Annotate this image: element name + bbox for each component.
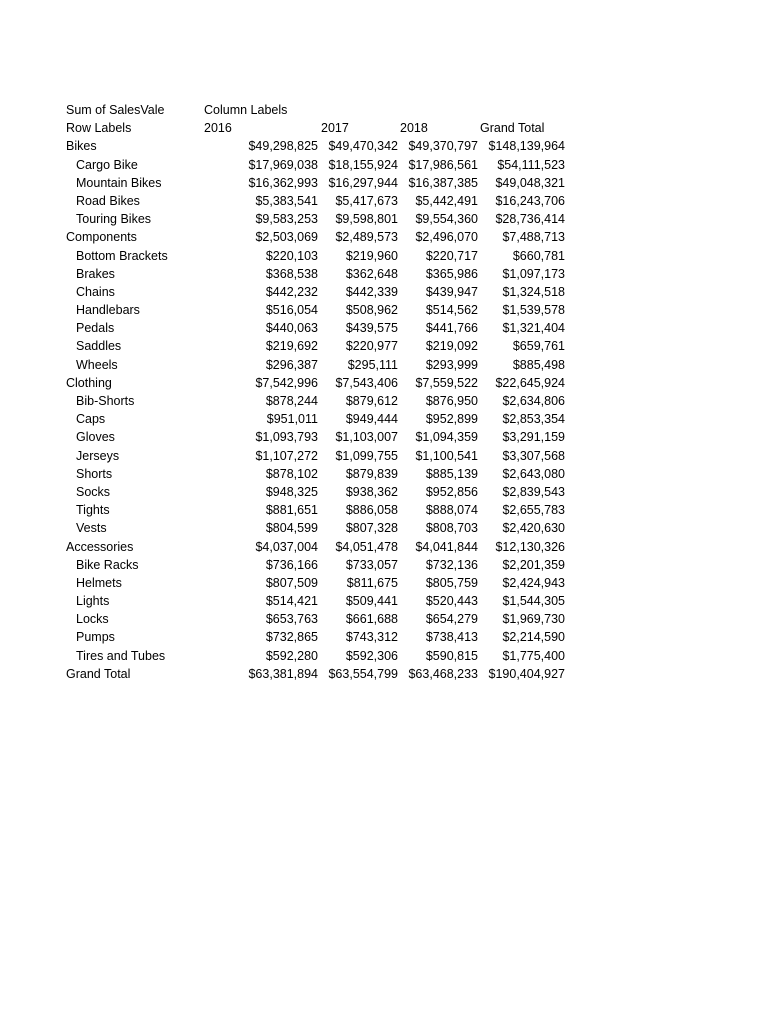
value-2018[interactable]: $49,370,797 bbox=[408, 139, 478, 154]
subcategory-row bbox=[66, 247, 566, 265]
subcategory-label[interactable]: Cargo Bike bbox=[76, 157, 138, 172]
value-2016[interactable]: $4,037,004 bbox=[255, 539, 318, 554]
value-2018[interactable]: $1,100,541 bbox=[415, 448, 478, 463]
subcategory-row bbox=[66, 265, 566, 283]
grand-total-2018[interactable]: $63,468,233 bbox=[408, 666, 478, 681]
subcategory-label[interactable]: Tires and Tubes bbox=[76, 648, 166, 663]
subcategory-row bbox=[66, 301, 566, 319]
value-2017[interactable]: $1,103,007 bbox=[335, 430, 398, 445]
value-2016[interactable]: $736,166 bbox=[265, 557, 318, 572]
value-2017[interactable]: $886,058 bbox=[345, 503, 398, 518]
value-2016[interactable]: $2,503,069 bbox=[255, 230, 318, 245]
value-2018[interactable]: $805,759 bbox=[425, 575, 478, 590]
value-2016[interactable]: $948,325 bbox=[265, 484, 318, 499]
value-2017[interactable]: $592,306 bbox=[345, 648, 398, 663]
value-2016[interactable]: $878,102 bbox=[265, 466, 318, 481]
value-2018[interactable]: $654,279 bbox=[425, 612, 478, 627]
value-2018[interactable]: $439,947 bbox=[425, 284, 478, 299]
value-2017[interactable]: $295,111 bbox=[347, 357, 398, 372]
value-grand-total[interactable]: $660,781 bbox=[512, 248, 565, 263]
subcategory-row bbox=[66, 483, 566, 501]
pivot-table bbox=[66, 101, 566, 683]
value-grand-total[interactable]: $2,655,783 bbox=[502, 503, 565, 518]
subcategory-row bbox=[66, 428, 566, 446]
value-2017[interactable]: $362,648 bbox=[345, 266, 398, 281]
value-2017[interactable]: $7,543,406 bbox=[335, 375, 398, 390]
value-2017[interactable]: $938,362 bbox=[345, 484, 398, 499]
value-2017[interactable]: $879,612 bbox=[345, 394, 398, 408]
subcategory-label[interactable]: Road Bikes bbox=[76, 193, 140, 208]
value-grand-total[interactable]: $2,201,359 bbox=[502, 557, 565, 572]
subcategory-label[interactable]: Saddles bbox=[76, 339, 122, 354]
value-2017[interactable]: $2,489,573 bbox=[335, 230, 398, 245]
value-grand-total[interactable]: $49,048,321 bbox=[495, 175, 565, 190]
subcategory-label[interactable]: Brakes bbox=[76, 266, 115, 281]
subcategory-row bbox=[66, 501, 566, 519]
subcategory-label[interactable]: Pumps bbox=[76, 630, 115, 645]
value-grand-total[interactable]: $1,324,518 bbox=[502, 284, 565, 299]
value-2016[interactable]: $1,093,793 bbox=[255, 430, 318, 445]
value-2017[interactable]: $811,675 bbox=[346, 575, 398, 590]
value-2017[interactable]: $509,441 bbox=[345, 594, 398, 609]
value-2018[interactable]: $2,496,070 bbox=[415, 230, 478, 245]
subcategory-row bbox=[66, 647, 566, 665]
value-2017[interactable]: $743,312 bbox=[345, 630, 398, 645]
value-2018[interactable]: $17,986,561 bbox=[408, 157, 478, 172]
value-2016[interactable]: $16,362,993 bbox=[248, 175, 318, 190]
value-2016[interactable]: $5,383,541 bbox=[255, 193, 318, 208]
value-2017[interactable]: $879,839 bbox=[345, 466, 398, 481]
subcategory-row bbox=[66, 392, 566, 410]
subcategory-label[interactable]: Tights bbox=[76, 503, 110, 518]
value-2018[interactable]: $9,554,360 bbox=[415, 212, 478, 227]
value-2018[interactable]: $441,766 bbox=[425, 321, 478, 336]
value-2018[interactable]: $738,413 bbox=[425, 630, 478, 645]
value-2016[interactable]: $807,509 bbox=[265, 575, 318, 590]
value-2017[interactable]: $661,688 bbox=[345, 612, 398, 627]
value-grand-total[interactable]: $659,761 bbox=[512, 339, 565, 354]
subcategory-label[interactable]: Bottom Brackets bbox=[76, 248, 168, 263]
row-labels-header[interactable]: Row Labels bbox=[66, 121, 132, 136]
value-grand-total[interactable]: $1,539,578 bbox=[502, 303, 565, 318]
subcategory-label[interactable]: Helmets bbox=[76, 575, 122, 590]
category-label[interactable]: Components bbox=[66, 230, 137, 245]
pivot-body bbox=[66, 137, 566, 664]
value-grand-total[interactable]: $28,736,414 bbox=[495, 212, 565, 227]
pivot-header-row-2 bbox=[66, 119, 566, 137]
subcategory-row bbox=[66, 210, 566, 228]
value-2017[interactable]: $220,977 bbox=[345, 339, 398, 354]
value-2018[interactable]: $732,136 bbox=[425, 557, 478, 572]
subcategory-row bbox=[66, 156, 566, 174]
value-grand-total[interactable]: $54,111,523 bbox=[497, 157, 565, 172]
subcategory-label[interactable]: Caps bbox=[76, 412, 106, 427]
subcategory-label[interactable]: Pedals bbox=[76, 321, 115, 336]
value-2017[interactable]: $4,051,478 bbox=[335, 539, 398, 554]
subcategory-label[interactable]: Locks bbox=[76, 612, 109, 627]
value-grand-total[interactable]: $16,243,706 bbox=[495, 193, 565, 208]
subcategory-label[interactable]: Chains bbox=[76, 284, 115, 299]
subcategory-row bbox=[66, 192, 566, 210]
subcategory-label[interactable]: Bike Racks bbox=[76, 557, 139, 572]
grand-total-row bbox=[66, 665, 566, 683]
subcategory-label[interactable]: Gloves bbox=[76, 430, 115, 445]
value-grand-total[interactable]: $22,645,924 bbox=[495, 375, 565, 390]
subcategory-label[interactable]: Shorts bbox=[76, 466, 113, 481]
value-grand-total[interactable]: $1,775,400 bbox=[502, 648, 565, 663]
value-2018[interactable]: $888,074 bbox=[425, 503, 478, 518]
value-2016[interactable]: $951,011 bbox=[266, 412, 318, 427]
value-grand-total[interactable]: $2,420,630 bbox=[502, 521, 565, 536]
value-grand-total[interactable]: $2,643,080 bbox=[502, 466, 565, 481]
category-row bbox=[66, 228, 566, 246]
value-2018[interactable]: $7,559,522 bbox=[415, 375, 478, 390]
value-2017[interactable]: $49,470,342 bbox=[328, 139, 398, 154]
value-2016[interactable]: $368,538 bbox=[265, 266, 318, 281]
subcategory-label[interactable]: Vests bbox=[76, 521, 107, 536]
category-label[interactable]: Accessories bbox=[66, 539, 134, 554]
value-2017[interactable]: $807,328 bbox=[345, 521, 398, 536]
grand-total-overall[interactable]: $190,404,927 bbox=[488, 666, 565, 681]
column-header-2016[interactable]: 2016 bbox=[204, 121, 232, 136]
subcategory-label[interactable]: Jerseys bbox=[76, 448, 120, 463]
column-header-2018[interactable]: 2018 bbox=[400, 121, 428, 136]
column-header-grand-total[interactable]: Grand Total bbox=[480, 121, 545, 136]
value-2016[interactable]: $49,298,825 bbox=[248, 139, 318, 154]
value-2016[interactable]: $296,387 bbox=[265, 357, 318, 372]
subcategory-row bbox=[66, 356, 566, 374]
value-2017[interactable]: $1,099,755 bbox=[335, 448, 398, 463]
value-grand-total[interactable]: $1,097,173 bbox=[502, 266, 565, 281]
category-row bbox=[66, 374, 566, 392]
value-2016[interactable]: $881,651 bbox=[265, 503, 318, 518]
column-labels-header[interactable]: Column Labels bbox=[204, 103, 288, 117]
value-grand-total[interactable]: $1,969,730 bbox=[502, 612, 565, 627]
value-grand-total[interactable]: $12,130,326 bbox=[495, 539, 565, 554]
value-2016[interactable]: $1,107,272 bbox=[255, 448, 318, 463]
value-2016[interactable]: $220,103 bbox=[265, 248, 318, 263]
value-2016[interactable]: $442,232 bbox=[265, 284, 318, 299]
grand-total-2016[interactable]: $63,381,894 bbox=[248, 666, 318, 681]
value-2018[interactable]: $885,139 bbox=[425, 466, 478, 481]
subcategory-label[interactable]: Touring Bikes bbox=[76, 212, 152, 227]
value-2017[interactable]: $442,339 bbox=[345, 284, 398, 299]
value-2017[interactable]: $733,057 bbox=[345, 557, 398, 572]
value-grand-total[interactable]: $2,839,543 bbox=[502, 484, 565, 499]
subcategory-row bbox=[66, 610, 566, 628]
value-grand-total[interactable]: $885,498 bbox=[512, 357, 565, 372]
pivot-header-row-1 bbox=[66, 101, 566, 119]
value-2018[interactable]: $365,986 bbox=[425, 266, 478, 281]
value-grand-total[interactable]: $1,321,404 bbox=[502, 321, 565, 336]
value-2018[interactable]: $5,442,491 bbox=[415, 193, 478, 208]
subcategory-row bbox=[66, 319, 566, 337]
subcategory-label[interactable]: Bib-Shorts bbox=[76, 394, 135, 408]
category-label[interactable]: Clothing bbox=[66, 375, 112, 390]
value-grand-total[interactable]: $3,307,568 bbox=[502, 448, 565, 463]
value-2016[interactable]: $804,599 bbox=[265, 521, 318, 536]
value-grand-total[interactable]: $2,214,590 bbox=[502, 630, 565, 645]
value-2017[interactable]: $949,444 bbox=[345, 412, 398, 427]
value-2016[interactable]: $732,865 bbox=[265, 630, 318, 645]
value-2016[interactable]: $878,244 bbox=[265, 394, 318, 408]
value-2017[interactable]: $439,575 bbox=[345, 321, 398, 336]
value-2017[interactable]: $5,417,673 bbox=[335, 193, 398, 208]
value-2016[interactable]: $7,542,996 bbox=[255, 375, 318, 390]
value-2018[interactable]: $808,703 bbox=[425, 521, 478, 536]
value-2016[interactable]: $516,054 bbox=[265, 303, 318, 318]
value-2016[interactable]: $514,421 bbox=[265, 594, 318, 609]
value-grand-total[interactable]: $2,424,943 bbox=[502, 575, 565, 590]
subcategory-label[interactable]: Socks bbox=[76, 484, 111, 499]
subcategory-row bbox=[66, 410, 566, 428]
value-2018[interactable]: $4,041,844 bbox=[415, 539, 478, 554]
value-grand-total[interactable]: $2,853,354 bbox=[502, 412, 565, 427]
subcategory-row bbox=[66, 465, 566, 483]
value-2018[interactable]: $952,856 bbox=[425, 484, 478, 499]
value-2017[interactable]: $508,962 bbox=[345, 303, 398, 318]
value-2018[interactable]: $952,899 bbox=[425, 412, 478, 427]
value-grand-total[interactable]: $1,544,305 bbox=[502, 594, 565, 609]
value-2016[interactable]: $219,692 bbox=[265, 339, 318, 354]
value-2018[interactable]: $16,387,385 bbox=[408, 175, 478, 190]
grand-total-label[interactable]: Grand Total bbox=[66, 666, 131, 681]
subcategory-label[interactable]: Lights bbox=[76, 594, 110, 609]
subcategory-row bbox=[66, 556, 566, 574]
value-2018[interactable]: $876,950 bbox=[425, 394, 478, 408]
value-2018[interactable]: $219,092 bbox=[425, 339, 478, 354]
value-2017[interactable]: $16,297,944 bbox=[328, 175, 398, 190]
value-grand-total[interactable]: $7,488,713 bbox=[502, 230, 565, 245]
value-2018[interactable]: $1,094,359 bbox=[415, 430, 478, 445]
grand-total-2017[interactable]: $63,554,799 bbox=[328, 666, 398, 681]
subcategory-row bbox=[66, 519, 566, 537]
value-2018[interactable]: $514,562 bbox=[425, 303, 478, 318]
value-2018[interactable]: $590,815 bbox=[425, 648, 478, 663]
subcategory-row bbox=[66, 283, 566, 301]
subcategory-row bbox=[66, 592, 566, 610]
subcategory-row bbox=[66, 628, 566, 646]
value-2016[interactable]: $592,280 bbox=[265, 648, 318, 663]
values-field-label[interactable]: Sum of SalesVale bbox=[66, 103, 165, 117]
subcategory-row bbox=[66, 447, 566, 465]
value-2016[interactable]: $17,969,038 bbox=[248, 157, 318, 172]
category-row bbox=[66, 538, 566, 556]
value-2016[interactable]: $9,583,253 bbox=[255, 212, 318, 227]
category-label[interactable]: Bikes bbox=[66, 139, 97, 154]
subcategory-label[interactable]: Wheels bbox=[76, 357, 118, 372]
value-grand-total[interactable]: $148,139,964 bbox=[488, 139, 565, 154]
value-grand-total[interactable]: $2,634,806 bbox=[502, 394, 565, 408]
value-2017[interactable]: $18,155,924 bbox=[328, 157, 398, 172]
value-2016[interactable]: $440,063 bbox=[265, 321, 318, 336]
value-2017[interactable]: $219,960 bbox=[345, 248, 398, 263]
value-2018[interactable]: $520,443 bbox=[425, 594, 478, 609]
subcategory-label[interactable]: Handlebars bbox=[76, 303, 140, 318]
subcategory-row bbox=[66, 574, 566, 592]
value-grand-total[interactable]: $3,291,159 bbox=[502, 430, 565, 445]
subcategory-row bbox=[66, 337, 566, 355]
value-2017[interactable]: $9,598,801 bbox=[335, 212, 398, 227]
subcategory-row bbox=[66, 174, 566, 192]
category-row bbox=[66, 137, 566, 155]
value-2018[interactable]: $293,999 bbox=[425, 357, 478, 372]
column-header-2017[interactable]: 2017 bbox=[321, 121, 349, 136]
value-2016[interactable]: $653,763 bbox=[265, 612, 318, 627]
value-2018[interactable]: $220,717 bbox=[425, 248, 478, 263]
subcategory-label[interactable]: Mountain Bikes bbox=[76, 175, 162, 190]
